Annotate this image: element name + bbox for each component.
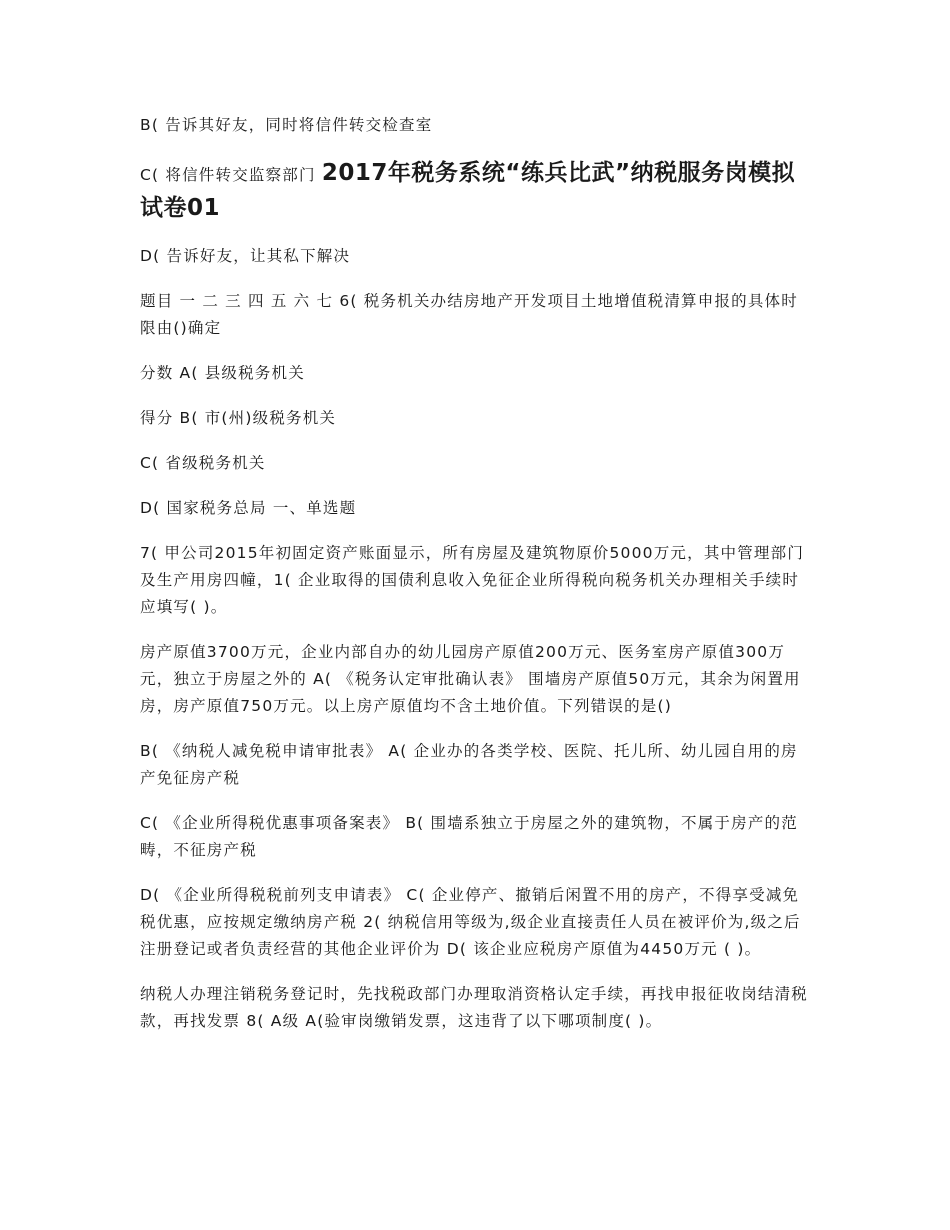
- option-b-line: B( 告诉其好友，同时将信件转交检查室: [140, 116, 433, 134]
- question-7-body: 房产原值3700万元，企业内部自办的幼儿园房产原值200万元、医务室房产原值300万元，独立于房屋之外的 A( 《税务认定审批确认表》 围墙房产原值50万元，其余为闲置用房，房产原值750万元。以上房产原值均不含土地价值。下列错误的是(): [140, 643, 801, 715]
- option-d-section-heading: D( 国家税务总局 一、单选题: [140, 499, 357, 517]
- score-option-a: 分数 A( 县级税务机关: [140, 364, 305, 382]
- question-8: 纳税人办理注销税务登记时，先找税政部门办理取消资格认定手续，再找申报征收岗结清税款，再找发票 8( A级 A(验审岗缴销发票，这违背了以下哪项制度( )。: [140, 985, 809, 1030]
- option-c-provincial: C( 省级税务机关: [140, 454, 266, 472]
- option-c-with-title: [140, 157, 810, 227]
- option-b-mixed: B( 《纳税人减免税申请审批表》 A( 企业办的各类学校、医院、托儿所、幼儿园自用的房产免征房产税: [140, 742, 798, 787]
- question-7-intro: 7( 甲公司2015年初固定资产账面显示，所有房屋及建筑物原价5000万元，其中管理部门及生产用房四幢，1( 企业取得的国债利息收入免征企业所得税向税务机关办理相关手续时应填写( )。: [140, 544, 805, 616]
- option-d-line: D( 告诉好友，让其私下解决: [140, 247, 351, 265]
- score-option-b: 得分 B( 市(州)级税务机关: [140, 409, 337, 427]
- option-c-mixed: C( 《企业所得税优惠事项备案表》 B( 围墙系独立于房屋之外的建筑物，不属于房产的范畴，不征房产税: [140, 814, 798, 859]
- document-title: 2017年税务系统“练兵比武”纳税服务岗模拟试卷01: [140, 160, 796, 221]
- question-6: 题目 一 二 三 四 五 六 七 6( 税务机关办结房地产开发项目土地增值税清算申报的具体时限由()确定: [140, 292, 798, 337]
- document-page: [140, 112, 810, 1053]
- option-c-text: C( 将信件转交监察部门: [140, 166, 322, 184]
- option-d-mixed: D( 《企业所得税税前列支申请表》 C( 企业停产、撤销后闲置不用的房产，不得享受减免税优惠，应按规定缴纳房产税 2( 纳税信用等级为,级企业直接责任人员在被评价为,级之后注册登记或者负责经营的其他企业评价为 D( 该企业应税房产原值为4450万元 ( )。: [140, 886, 801, 958]
